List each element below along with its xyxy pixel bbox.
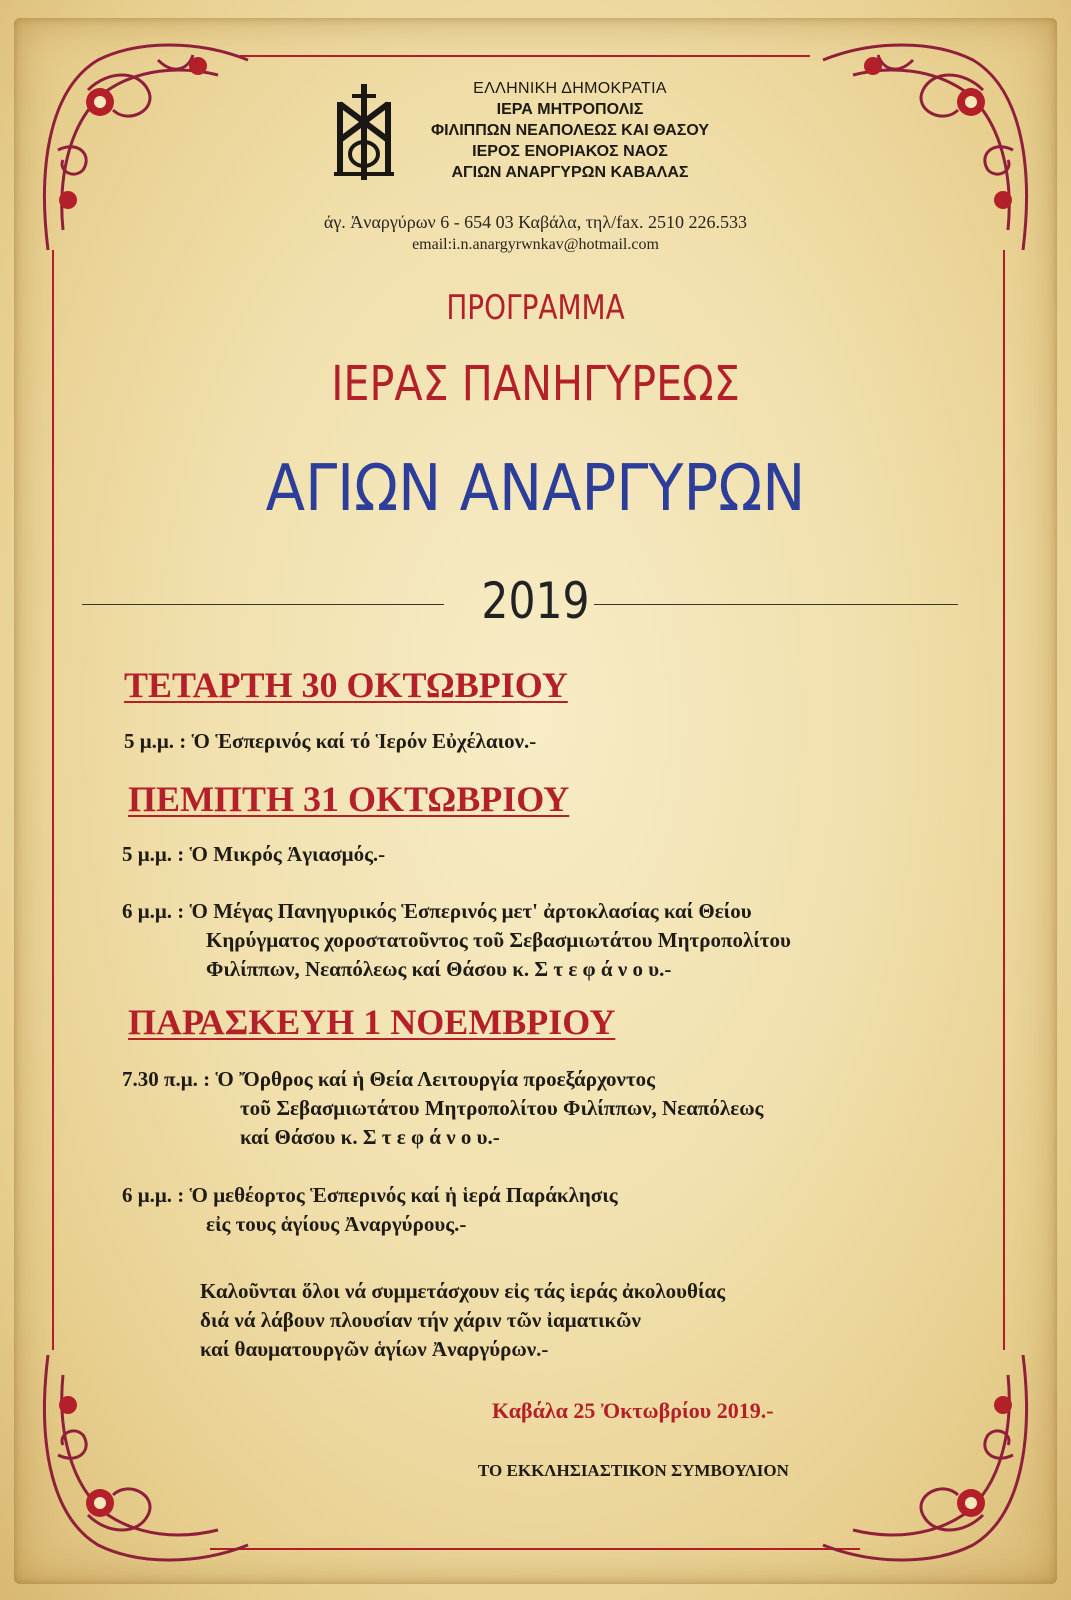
frame-bottom-line <box>210 1548 860 1550</box>
schedule-entry: 5 μ.μ. : Ὁ Μικρός Ἁγιασμός.- <box>122 842 386 866</box>
council-signature: ΤΟ ΕΚΚΛΗΣΙΑΣΤΙΚΟΝ ΣΥΜΒΟΥΛΙΟΝ <box>478 1461 789 1480</box>
byzantine-monogram-icon <box>330 82 398 184</box>
day-heading: ΠΑΡΑΣΚΕΥΗ 1 ΝΟΕΜΒΡΙΟΥ <box>128 1002 616 1042</box>
year-rule-right <box>594 604 958 605</box>
schedule-entry-continued: τοῦ Σεβασμιωτάτου Μητροπολίτου Φιλίππων, Νεαπόλεως <box>240 1096 764 1120</box>
frame-left-line <box>52 250 54 1350</box>
schedule-entry: 5 μ.μ. : Ὁ Ἑσπερινός καί τό Ἱερόν Εὐχέλαιον.- <box>124 729 537 753</box>
schedule-entry-continued: καί Θάσου κ. Σ τ ε φ ά ν ο υ.- <box>240 1125 500 1149</box>
header-block <box>400 78 740 183</box>
schedule-entry-continued: Φιλίππων, Νεαπόλεως καί Θάσου κ. Σ τ ε φ ά ν ο υ.- <box>206 957 672 981</box>
day-heading: ΤΕΤΑΡΤΗ 30 ΟΚΤΩΒΡΙΟΥ <box>124 665 568 705</box>
header-line: ΙΕΡΟΣ ΕΝΟΡΙΑΚΟΣ ΝΑΟΣ <box>472 143 668 160</box>
issue-date: Καβάλα 25 Ὀκτωβρίου 2019.- <box>492 1398 774 1423</box>
frame-top-line <box>240 55 810 57</box>
corner-ornament-bottom-left <box>28 1345 258 1575</box>
schedule-entry-continued: Κηρύγματος χοροστατοῦντος τοῦ Σεβασμιωτάτου Μητροπολίτου <box>206 928 791 952</box>
saints-title: ΑΓΙΩΝ ΑΝΑΡΓΥΡΩΝ <box>265 452 806 526</box>
invitation-line: διά νά λάβουν πλουσίαν τήν χάριν τῶν ἰαματικῶν <box>200 1308 641 1332</box>
schedule-entry: 6 μ.μ. : Ὁ Μέγας Πανηγυρικός Ἑσπερινός μετ' ἀρτοκλασίας καί Θείου <box>122 899 752 923</box>
header-line: ΙΕΡΑ ΜΗΤΡΟΠΟΛΙΣ <box>496 101 644 118</box>
address-line: άγ. Ἀναργύρων 6 - 654 03 Καβάλα, τηλ/fax. 2510 226.533 <box>323 212 748 232</box>
year-label: 2019 <box>481 572 590 630</box>
invitation-line: Καλοῦνται ὅλοι νά συμμετάσχουν εἰς τάς ἱεράς ἀκολουθίας <box>200 1279 726 1303</box>
header-line: ΕΛΛΗΝΙΚΗ ΔΗΜΟΚΡΑΤΙΑ <box>473 80 667 97</box>
invitation-line: καί θαυματουργῶν ἁγίων Ἀναργύρων.- <box>200 1337 549 1361</box>
schedule-entry: 7.30 π.μ. : Ὁ Ὄρθρος καί ἡ Θεία Λειτουργία προεξάρχοντος <box>122 1067 655 1091</box>
frame-right-line <box>1003 250 1005 1350</box>
schedule-entry-continued: εἰς τους ἁγίους Ἀναργύρους.- <box>206 1212 467 1236</box>
feast-title: ΙΕΡΑΣ ΠΑΝΗΓΥΡΕΩΣ <box>331 356 740 412</box>
corner-ornament-bottom-right <box>813 1345 1043 1575</box>
day-heading: ΠΕΜΠΤΗ 31 ΟΚΤΩΒΡΙΟΥ <box>128 779 570 819</box>
schedule-entry: 6 μ.μ. : Ὁ μεθέορτος Ἑσπερινός καί ἡ ἱερά Παράκλησις <box>122 1183 618 1207</box>
header-line: ΦΙΛΙΠΠΩΝ ΝΕΑΠΟΛΕΩΣ ΚΑΙ ΘΑΣΟΥ <box>430 122 710 139</box>
email-line: email:i.n.anargyrwnkav@hotmail.com <box>412 236 659 253</box>
program-title: ΠΡΟΓΡΑΜΜΑ <box>446 288 625 328</box>
header-line: ΑΓΙΩΝ ΑΝΑΡΓΥΡΩΝ ΚΑΒΑΛΑΣ <box>451 164 689 181</box>
